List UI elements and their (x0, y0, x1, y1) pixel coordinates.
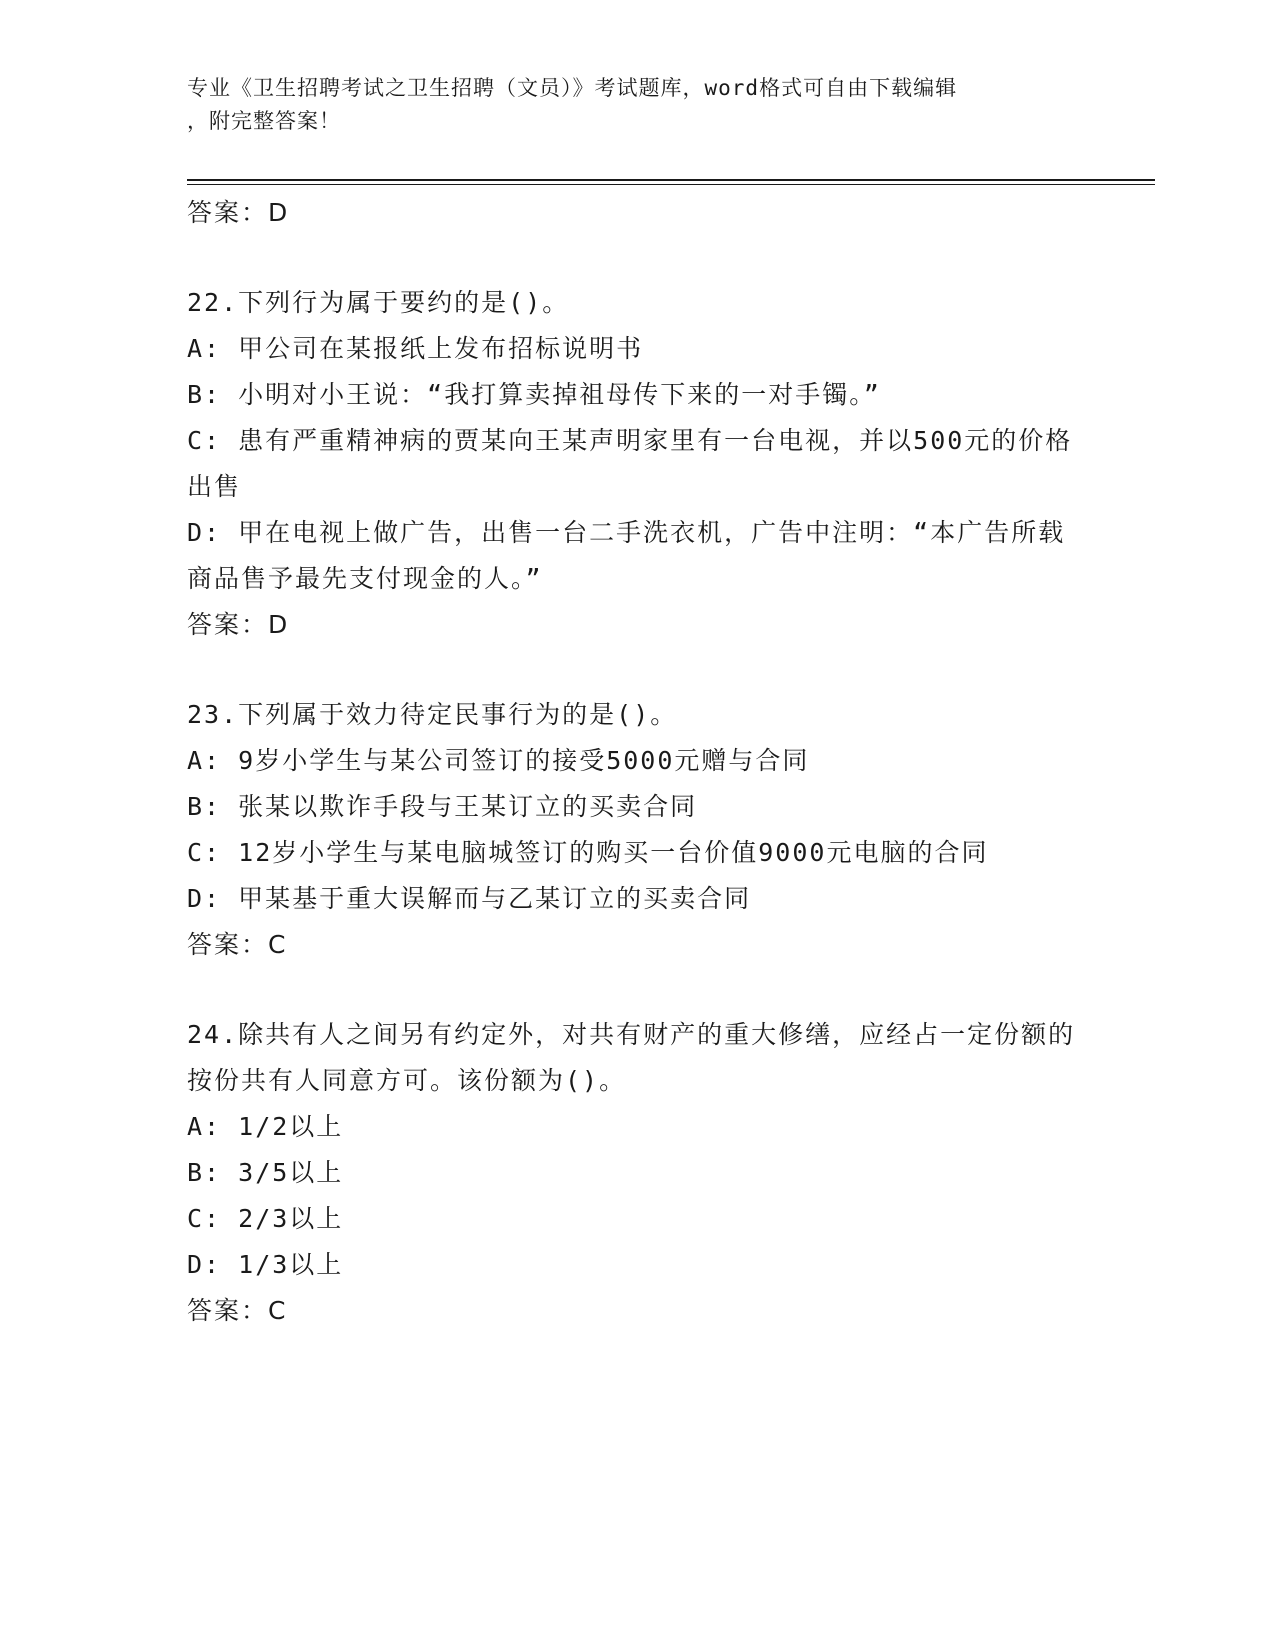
answer: 答案：D (187, 610, 290, 639)
question-stem: 23.下列属于效力待定民事行为的是()。 (187, 700, 678, 729)
question-24 (187, 1012, 1087, 1334)
spacer (187, 236, 1087, 280)
option-d: D: 1/3以上 (187, 1250, 344, 1279)
header-divider-thin (187, 184, 1155, 185)
option-d: D: 甲某基于重大误解而与乙某订立的买卖合同 (187, 884, 752, 913)
document-header (187, 72, 1087, 138)
spacer (187, 968, 1087, 1012)
option-a: A: 9岁小学生与某公司签订的接受5000元赠与合同 (187, 746, 810, 775)
option-c: C: 患有严重精神病的贾某向王某声明家里有一台电视，并以500元的价格出售 (187, 426, 1073, 501)
option-c: C: 2/3以上 (187, 1204, 344, 1233)
question-stem: 24.除共有人之间另有约定外，对共有财产的重大修缮，应经占一定份额的按份共有人同意方可。该份额为()。 (187, 1020, 1076, 1095)
option-b: B: 3/5以上 (187, 1158, 344, 1187)
header-line-1: 专业《卫生招聘考试之卫生招聘（文员）》考试题库，word格式可自由下载编辑 (187, 76, 958, 100)
question-23 (187, 692, 1087, 968)
answer: 答案：C (187, 930, 288, 959)
document-body (187, 190, 1087, 1334)
option-c: C: 12岁小学生与某电脑城签订的购买一台价值9000元电脑的合同 (187, 838, 989, 867)
header-line-2: ，附完整答案！ (187, 109, 341, 133)
option-b: B: 小明对小王说：“我打算卖掉祖母传下来的一对手镯。” (187, 380, 881, 409)
option-b: B: 张某以欺诈手段与王某订立的买卖合同 (187, 792, 698, 821)
question-22 (187, 280, 1087, 648)
option-d: D: 甲在电视上做广告，出售一台二手洗衣机，广告中注明：“本广告所载商品售予最先支付现金的人。” (187, 518, 1066, 593)
option-a: A: 1/2以上 (187, 1112, 344, 1141)
header-divider-thick (187, 179, 1155, 181)
option-a: A: 甲公司在某报纸上发布招标说明书 (187, 334, 644, 363)
answer: 答案：C (187, 1296, 288, 1325)
question-stem: 22.下列行为属于要约的是()。 (187, 288, 570, 317)
answer-previous: 答案：D (187, 198, 290, 227)
spacer (187, 648, 1087, 692)
